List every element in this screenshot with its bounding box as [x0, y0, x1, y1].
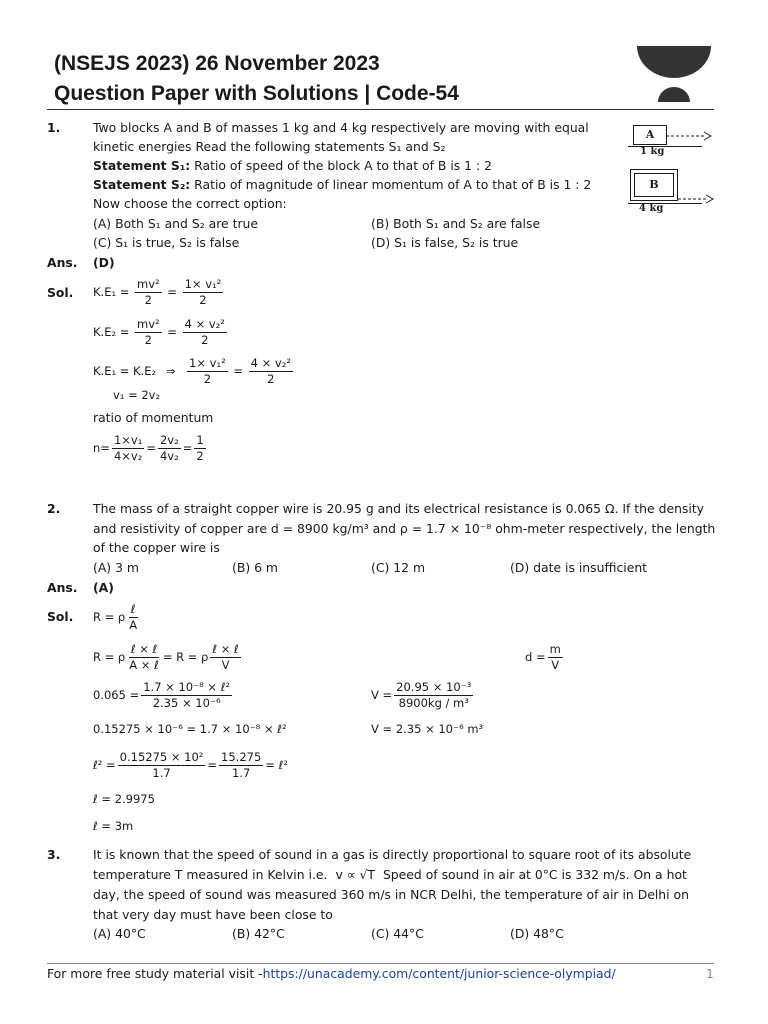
q2-solution-label: Sol.	[47, 609, 74, 624]
q1-sol-ke1: K.E₁ = $\frac{\text{mv²}}{2}$ = $\frac{\text{1× v₁²}}{2}$	[93, 277, 222, 307]
q1-statement-2-label: Statement S₂:	[93, 177, 191, 192]
q2-sol-0065: 0.065 = $\frac{\text{1.7 × 10⁻⁸ × ℓ²}}{\text{2.35 × 10⁻⁶}}$	[93, 680, 231, 710]
q3-line-1: It is known that the speed of sound in a gas is directly proportional to square root of its absolute	[93, 847, 692, 862]
q3-number: 3.	[47, 847, 61, 862]
q2-sol-line-015: 0.15275 × 10⁻⁶ = 1.7 × 10⁻⁸ × ℓ²	[93, 722, 287, 736]
page-title-line-2: Question Paper with Solutions | Code-54	[54, 82, 459, 105]
q1-sol-ratio-label: ratio of momentum	[93, 410, 214, 425]
block-a: A	[633, 125, 667, 145]
q2-option-d: (D) date is insufficient	[510, 560, 648, 575]
q3-option-a: (A) 40°C	[93, 926, 146, 941]
footer	[47, 966, 616, 981]
q1-statement-1-label: Statement S₁:	[93, 158, 191, 173]
q2-line-1: The mass of a straight copper wire is 20.95 g and its electrical resistance is 0.065 Ω. If the density	[93, 501, 705, 516]
q1-sol-ke-equal: K.E₁ = K.E₂ ⇒ $\frac{\text{1× v₁²}}{2}$ = $\frac{\text{4 × v₂²}}{2}$	[93, 356, 291, 386]
q1-answer-label: Ans.	[47, 255, 78, 270]
q1-statement-1-text: Ratio of speed of the block A to that of B is 1 : 2	[190, 158, 492, 173]
block-b-mass: 4 kg	[639, 203, 664, 214]
q1-sol-momentum: n= $\frac{\text{1×v₁}}{\text{4×v₂}}$ = $\frac{\text{2v₂}}{\text{4v₂}}$ = $\frac{1}{2}$	[93, 433, 204, 463]
q1-line-5: Now choose the correct option:	[93, 196, 287, 211]
q2-option-c: (C) 12 m	[371, 560, 426, 575]
q1-statement-2	[93, 175, 591, 194]
q2-sol-volume: V = $\frac{\text{20.95 × 10⁻³}}{\text{8900kg / m³}}$	[371, 680, 472, 710]
block-a-mass: 1 kg	[640, 146, 665, 157]
q2-number: 2.	[47, 501, 61, 516]
q2-answer: (A)	[93, 580, 114, 595]
q2-sol-density: d = $\frac{m}{V}$	[525, 642, 561, 672]
page-number: 1	[706, 966, 714, 981]
block-b-label: B	[634, 173, 674, 197]
q2-option-b: (B) 6 m	[232, 560, 278, 575]
footer-link[interactable]: https://unacademy.com/content/junior-science-olympiad/	[262, 966, 616, 981]
q3-line-4: that very day must have been close to	[93, 907, 333, 922]
footer-divider	[47, 963, 714, 964]
q1-number: 1.	[47, 120, 61, 135]
q3-option-d: (D) 48°C	[510, 926, 564, 941]
q2-answer-label: Ans.	[47, 580, 78, 595]
q2-sol-l2: ℓ² = $\frac{\text{0.15275 × 10²}}{1.7}$ = $\frac{15.275}{1.7}$ = ℓ²	[93, 750, 288, 780]
q1-option-d: (D) S₁ is false, S₂ is true	[371, 235, 519, 250]
q1-sol-v1: v₁ = 2v₂	[113, 388, 161, 402]
q2-sol-l-value: ℓ = 2.9975	[93, 792, 155, 806]
q3-line-2: temperature T measured in Kelvin i.e. v ∝ √T Speed of sound in air at 0°C is 332 m/s. On a hot	[93, 867, 687, 882]
q1-option-b: (B) Both S₁ and S₂ are false	[371, 216, 541, 231]
q3-line-3: day, the speed of sound was measured 360 m/s in NCR Delhi, the temperature of air in Delhi on	[93, 887, 689, 902]
q2-line-3: of the copper wire is	[93, 540, 220, 555]
q1-line-2: kinetic energies Read the following statements S₁ and S₂	[93, 139, 446, 154]
page-title-line-1: (NSEJS 2023) 26 November 2023	[54, 52, 380, 75]
q1-sol-ke2: K.E₂ = $\frac{\text{mv²}}{2}$ = $\frac{\text{4 × v₂²}}{2}$	[93, 317, 225, 347]
footer-text: For more free study material visit -	[47, 966, 263, 981]
q1-statement-2-text: Ratio of magnitude of linear momentum of A to that of B is 1 : 2	[190, 177, 592, 192]
header-divider	[47, 109, 714, 110]
q1-option-c: (C) S₁ is true, S₂ is false	[93, 235, 240, 250]
q1-option-a: (A) Both S₁ and S₂ are true	[93, 216, 259, 231]
velocity-arrow-b-icon	[678, 194, 714, 204]
q1-line-1: Two blocks A and B of masses 1 kg and 4 kg respectively are moving with equal	[93, 120, 589, 135]
q2-line-2: and resistivity of copper are d = 8900 kg/m³ and ρ = 1.7 × 10⁻⁸ ohm-meter respectively, the length	[93, 521, 716, 536]
q1-answer: (D)	[93, 255, 115, 270]
unacademy-logo-icon	[633, 44, 715, 104]
q2-sol-l-final: ℓ = 3m	[93, 819, 134, 833]
q2-sol-line-v: V = 2.35 × 10⁻⁶ m³	[371, 722, 484, 736]
q2-sol-r2: R = ρ $\frac{\text{ℓ × ℓ}}{\text{A × ℓ}}$ = R = ρ $\frac{\text{ℓ × ℓ}}{V}$	[93, 642, 239, 672]
q3-proportional-expr: v ∝ √T	[335, 867, 375, 882]
q1-solution-label: Sol.	[47, 285, 74, 300]
velocity-arrow-a-icon	[666, 131, 712, 141]
q3-option-c: (C) 44°C	[371, 926, 424, 941]
q3-option-b: (B) 42°C	[232, 926, 285, 941]
q1-statement-1	[93, 156, 492, 175]
block-b	[630, 169, 678, 201]
q2-option-a: (A) 3 m	[93, 560, 139, 575]
q2-sol-r: R = ρ $\frac{\text{ℓ}}{A}$	[93, 602, 138, 632]
